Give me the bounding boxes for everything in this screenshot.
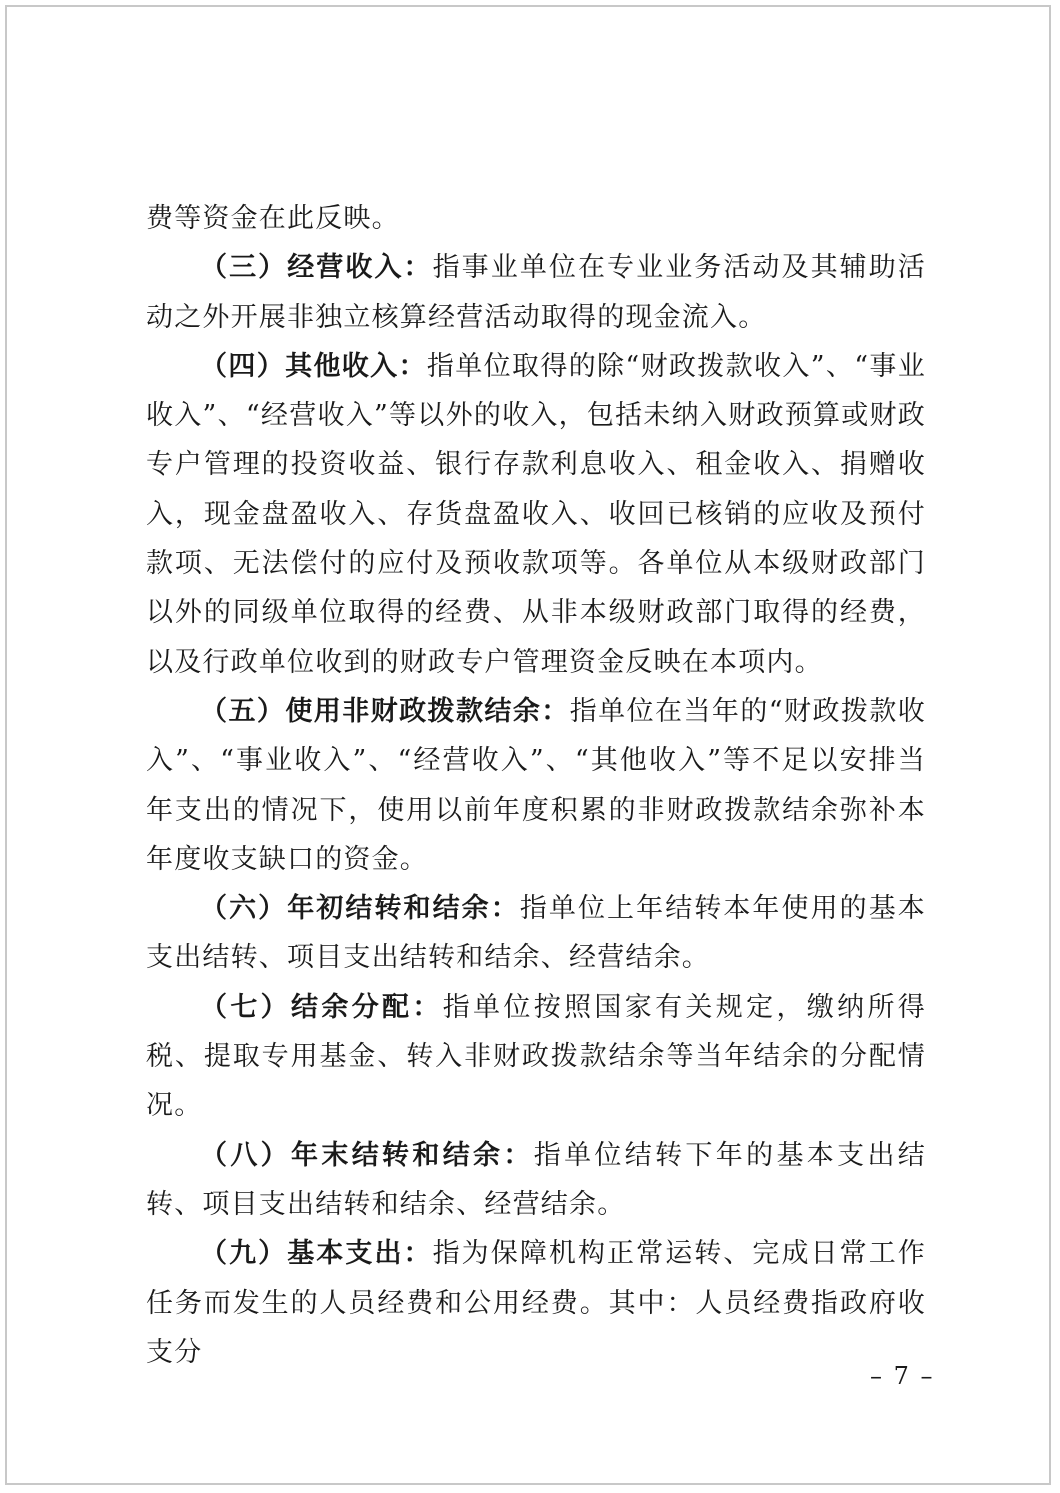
paragraph-other-income bbox=[146, 342, 926, 687]
paragraph-basic-expenditure bbox=[146, 1229, 926, 1377]
paragraph-term: （六）年初结转和结余： bbox=[200, 893, 520, 925]
paragraph-text: 指单位在当年的“财政拨款收入”、“事业收入”、“经营收入”、“其他收入”等不足以安排当年支出的情况下，使用以前年度积累的非财政拨款结余弥补本年度收支缺口的资金。 bbox=[146, 695, 926, 875]
paragraph-text: 指单位上年结转本年使用的基本支出结转、项目支出结转和结余、经营结余。 bbox=[146, 893, 926, 974]
paragraph-text: 指事业单位在专业业务活动及其辅助活动之外开展非独立核算经营活动取得的现金流入。 bbox=[146, 252, 926, 333]
page-number: – 7 – bbox=[870, 1362, 935, 1390]
paragraph-balance-distribution bbox=[146, 983, 926, 1131]
paragraph-continuation bbox=[146, 194, 926, 243]
document-body bbox=[146, 194, 926, 1377]
paragraph-text: 指单位按照国家有关规定，缴纳所得税、提取专用基金、转入非财政拨款结余等当年结余的分配情况。 bbox=[146, 991, 926, 1122]
paragraph-text: 指单位结转下年的基本支出结转、项目支出结转和结余、经营结余。 bbox=[146, 1139, 926, 1220]
paragraph-non-fiscal-balance bbox=[146, 687, 926, 884]
paragraph-closing-balance bbox=[146, 1131, 926, 1230]
paragraph-term: （三）经营收入： bbox=[200, 252, 433, 284]
paragraph-opening-balance bbox=[146, 884, 926, 983]
paragraph-term: （七）结余分配： bbox=[200, 991, 443, 1023]
paragraph-operating-income bbox=[146, 243, 926, 342]
paragraph-term: （四）其他收入： bbox=[200, 350, 427, 382]
paragraph-term: （八）年末结转和结余： bbox=[200, 1139, 534, 1171]
paragraph-text: 费等资金在此反映。 bbox=[146, 203, 400, 234]
paragraph-term: （五）使用非财政拨款结余： bbox=[200, 695, 570, 727]
paragraph-text: 指为保障机构正常运转、完成日常工作任务而发生的人员经费和公用经费。其中：人员经费指政府收支分 bbox=[146, 1238, 926, 1368]
paragraph-term: （九）基本支出： bbox=[200, 1238, 433, 1270]
paragraph-text: 指单位取得的除“财政拨款收入”、“事业收入”、“经营收入”等以外的收入，包括未纳入财政预算或财政专户管理的投资收益、银行存款利息收入、租金收入、捐赠收入，现金盘盈收入、存货盘盈收入、收回已核销的应收及预付款项、无法偿付的应付及预收款项等。各单位从本级财政部门以外的同级单位取得的经费、从非本级财政部门取得的经费，以及行政单位收到的财政专户管理资金反映在本项内。 bbox=[146, 350, 926, 678]
